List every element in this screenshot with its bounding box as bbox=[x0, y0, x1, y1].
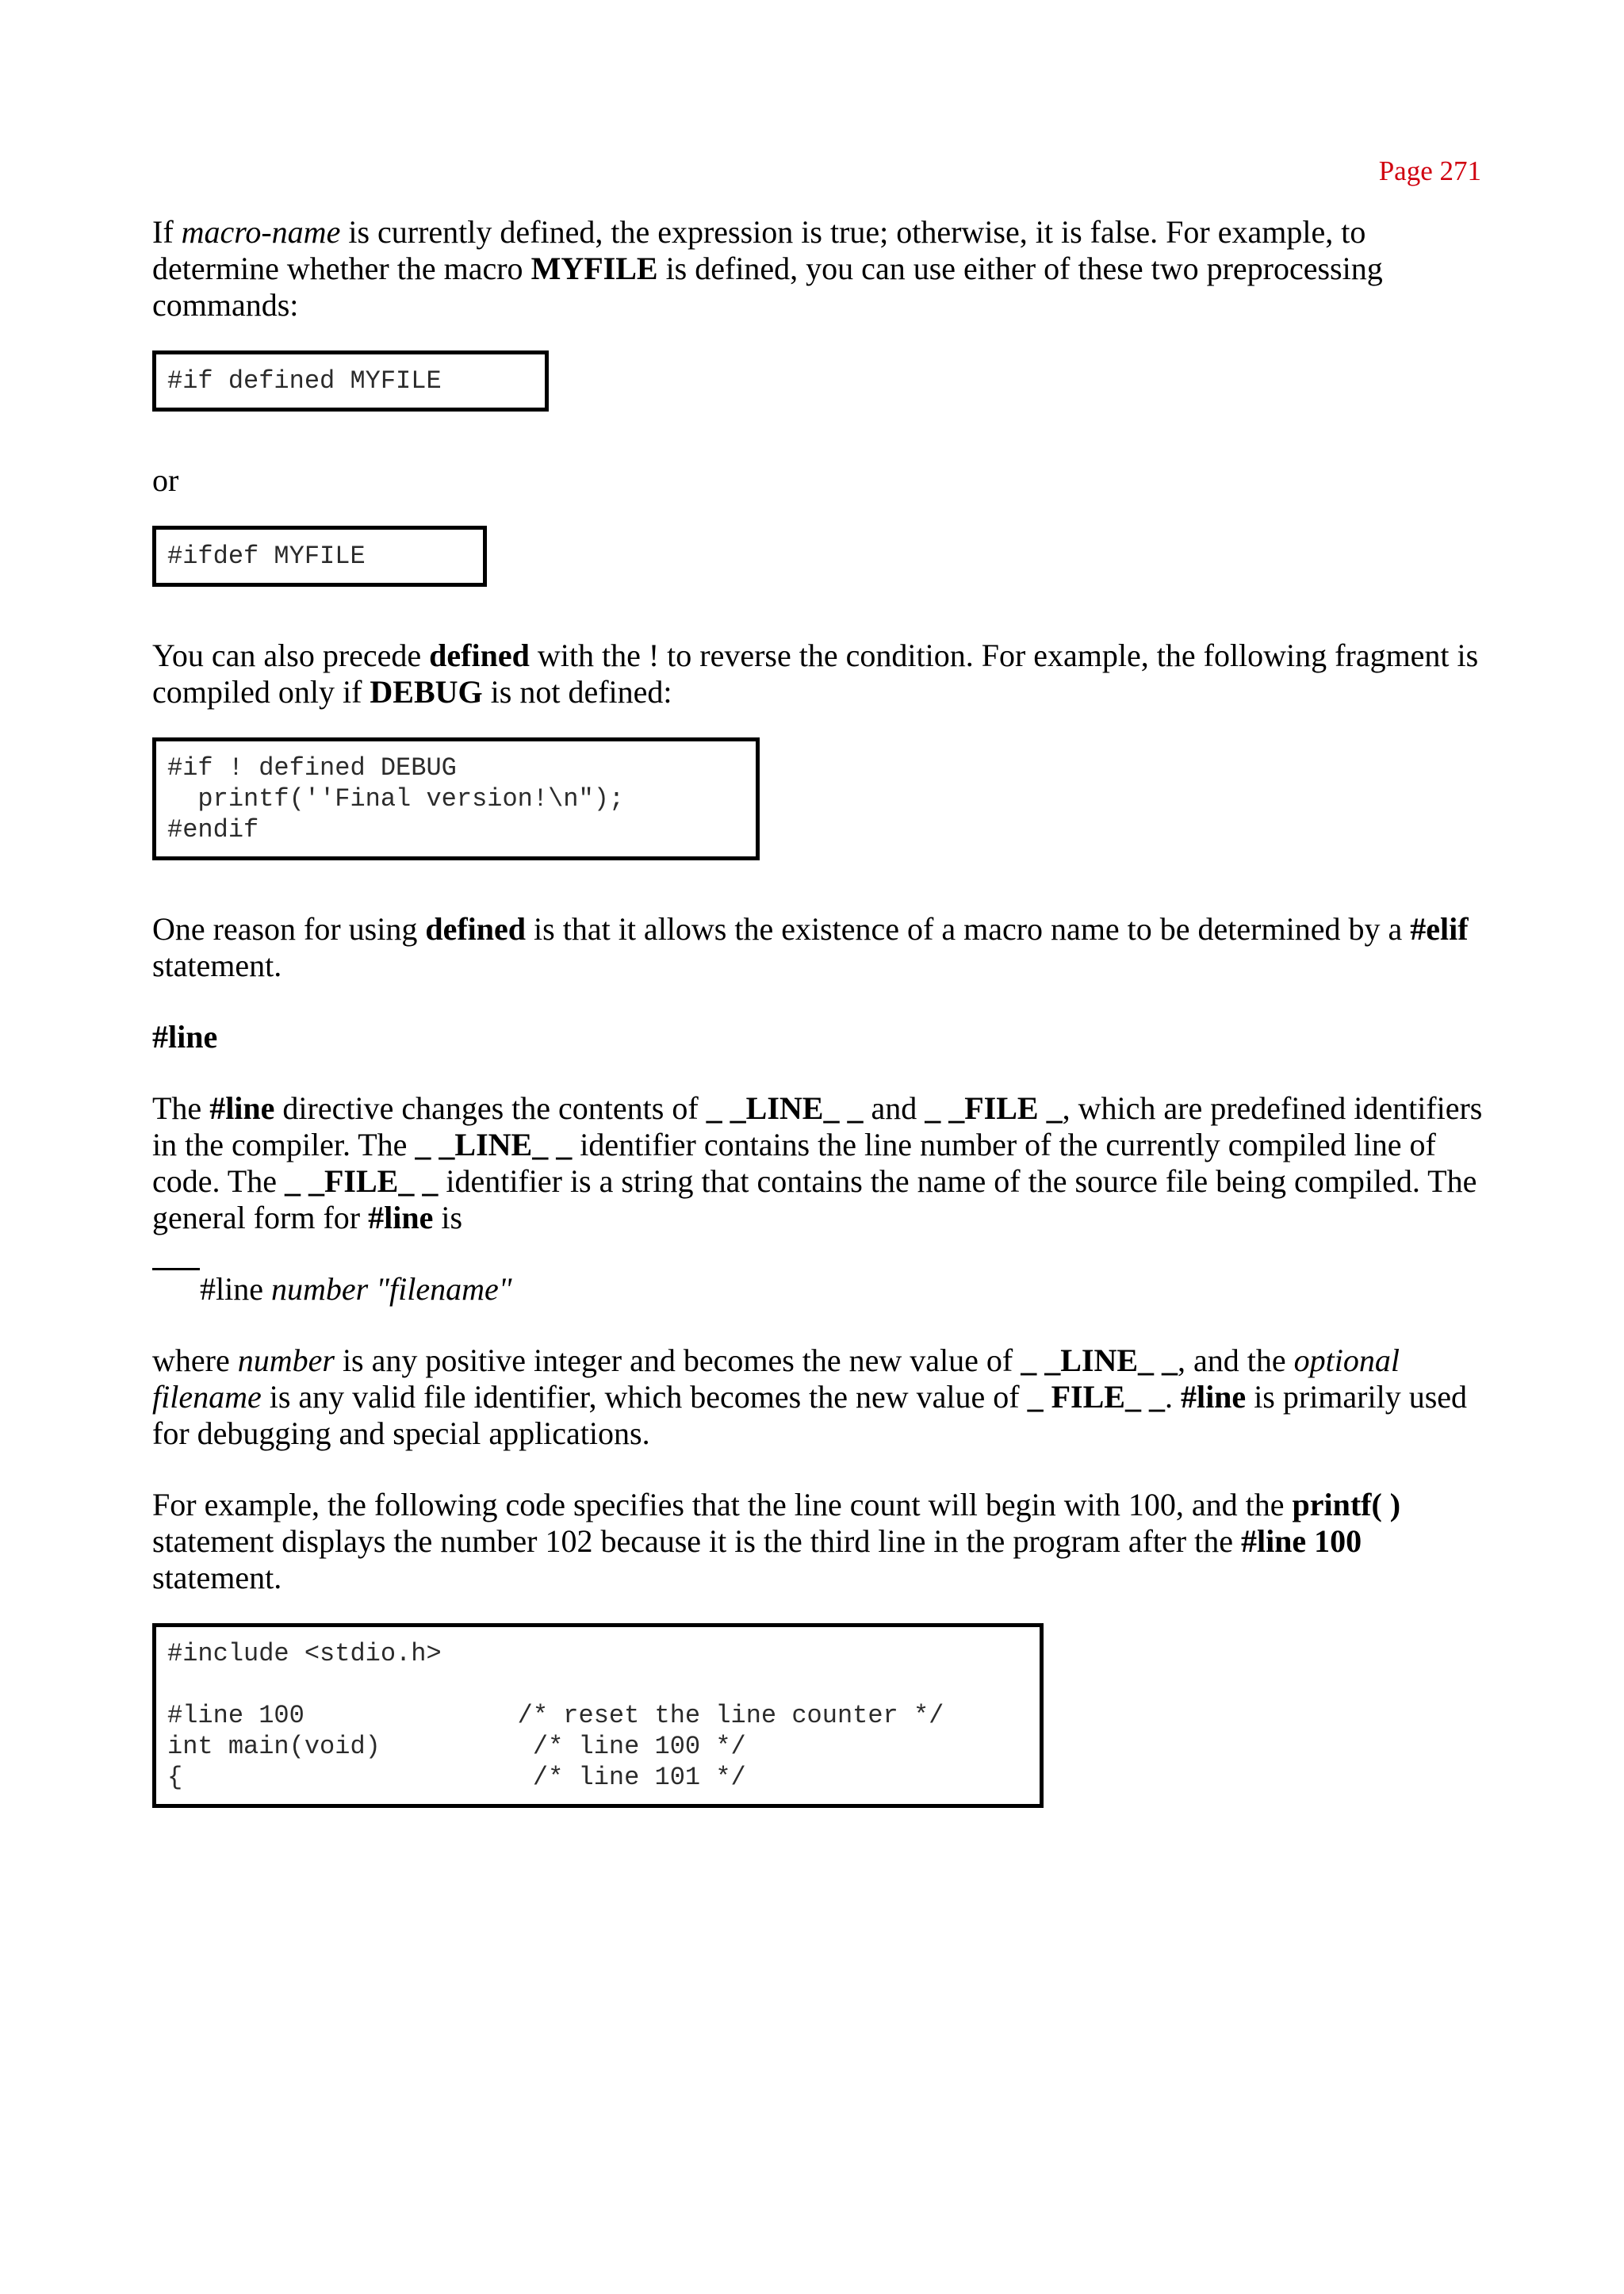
term-line: #line bbox=[209, 1090, 275, 1126]
text: , and the bbox=[1178, 1342, 1294, 1378]
term-line-macro: _ _LINE_ _ bbox=[706, 1090, 864, 1126]
term-file-macro: _ _FILE _ bbox=[925, 1090, 1063, 1126]
section-heading-line: #line bbox=[152, 1019, 218, 1055]
code-block-if-defined: #if defined MYFILE bbox=[152, 350, 549, 412]
text: You can also precede bbox=[152, 638, 430, 673]
page-content bbox=[152, 214, 1484, 1808]
text: is bbox=[433, 1200, 463, 1235]
text: is not defined: bbox=[482, 674, 672, 710]
term-debug: DEBUG bbox=[370, 674, 483, 710]
text: For example, the following code specifies that the line count will begin with 100, and the bbox=[152, 1487, 1293, 1522]
paragraph-number-filename bbox=[152, 1342, 1484, 1452]
term-elif: #elif bbox=[1410, 911, 1469, 947]
text: and bbox=[863, 1090, 925, 1126]
paragraph-line-directive bbox=[152, 1090, 1484, 1236]
text: identifier is a string that contains the name of the source file being compiled. The general form for bbox=[152, 1163, 1477, 1235]
text: is any valid file identifier, which becomes the new value of bbox=[261, 1379, 1028, 1415]
text: , which are predefined identifiers in the compiler. The bbox=[152, 1090, 1483, 1162]
text: If bbox=[152, 214, 182, 250]
paragraph-negation bbox=[152, 638, 1484, 710]
term-file-macro: _ FILE_ _ bbox=[1027, 1379, 1165, 1415]
text: #line bbox=[200, 1271, 271, 1307]
text: statement displays the number 102 because it is the third line in the program after the bbox=[152, 1523, 1241, 1559]
text: One reason for using bbox=[152, 911, 426, 947]
term-myfile: MYFILE bbox=[530, 251, 658, 286]
term-number: number bbox=[237, 1342, 335, 1378]
term-macro-name: macro-name bbox=[181, 214, 341, 250]
page-number: Page 271 bbox=[1378, 155, 1481, 186]
code-block-ifdef: #ifdef MYFILE bbox=[152, 526, 487, 587]
term-line-macro: _ _LINE_ _ bbox=[1021, 1342, 1178, 1378]
or-text: or bbox=[152, 462, 179, 498]
term-line-100: #line 100 bbox=[1240, 1523, 1362, 1559]
code-block-if-not-defined: #if ! defined DEBUG printf(''Final version!\n"); #endif bbox=[152, 737, 760, 860]
general-form-syntax bbox=[152, 1271, 1484, 1308]
text: identifier contains the line number of the currently compiled line of code. The bbox=[152, 1127, 1436, 1199]
term-defined: defined bbox=[425, 911, 527, 947]
text: is currently defined, the expression is true; otherwise, it is false. For example, to determine whether the macro bbox=[152, 214, 1366, 286]
paragraph-elif-reason bbox=[152, 911, 1484, 984]
text: directive changes the contents of bbox=[274, 1090, 707, 1126]
text: is defined, you can use either of these two preprocessing commands: bbox=[152, 251, 1383, 323]
syntax-args: number "filename" bbox=[270, 1271, 512, 1307]
text: . bbox=[1164, 1379, 1181, 1415]
text: is that it allows the existence of a macro name to be determined by a bbox=[526, 911, 1411, 947]
text: statement. bbox=[152, 948, 282, 983]
text: is primarily used for debugging and special applications. bbox=[152, 1379, 1468, 1451]
term-defined: defined bbox=[429, 638, 530, 673]
term-file-macro: _ _FILE_ _ bbox=[284, 1163, 439, 1199]
paragraph-defined-explanation bbox=[152, 214, 1484, 324]
term-line-macro: _ _LINE_ _ bbox=[415, 1127, 573, 1162]
term-line: #line bbox=[1180, 1379, 1247, 1415]
code-block-line-example: #include <stdio.h> #line 100 /* reset the line counter */ int main(void) /* line 100 */ { /* line 101 */ bbox=[152, 1623, 1044, 1808]
text: where bbox=[152, 1342, 238, 1378]
text: is any positive integer and becomes the new value of bbox=[334, 1342, 1021, 1378]
text: with the ! to reverse the condition. For example, the following fragment is compiled only if bbox=[152, 638, 1479, 710]
syntax-rule bbox=[152, 1268, 200, 1270]
text: The bbox=[152, 1090, 210, 1126]
term-line: #line bbox=[368, 1200, 434, 1235]
term-optional-filename: optional filename bbox=[152, 1342, 1400, 1415]
paragraph-example bbox=[152, 1487, 1484, 1596]
text: statement. bbox=[152, 1560, 282, 1595]
term-printf: printf( ) bbox=[1292, 1487, 1401, 1522]
